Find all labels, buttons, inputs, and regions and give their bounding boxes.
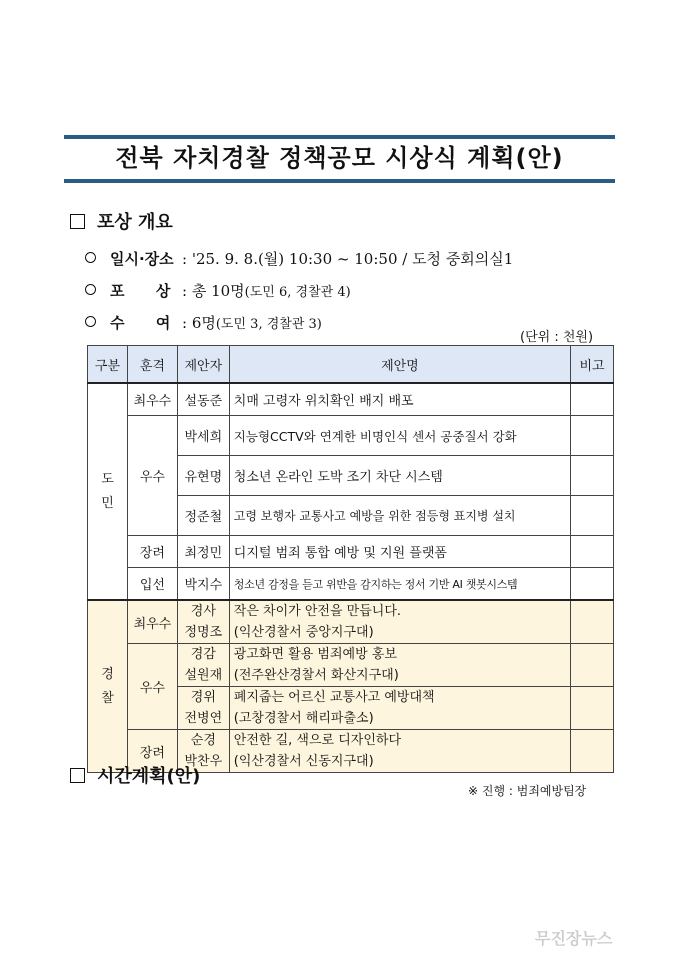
proposal-cell — [229, 730, 570, 773]
bullet-extra: (도민 6, 경찰관 4) — [244, 285, 351, 300]
proposer-cell: 박지수 — [177, 568, 229, 601]
grade-cell: 장려 — [127, 730, 177, 773]
circle-bullet-icon — [85, 284, 96, 295]
proposal-cell: 고령 보행자 교통사고 예방을 위한 점등형 표지병 설치 — [229, 496, 570, 536]
square-bullet-icon — [70, 214, 85, 229]
watermark-logo: 무진장뉴스 — [535, 929, 613, 948]
square-bullet-icon — [70, 768, 85, 783]
bullet-value: : 총 10명 — [182, 282, 245, 300]
proposer-cell — [177, 644, 229, 687]
section-schedule — [70, 762, 200, 788]
grade-cell: 입선 — [127, 568, 177, 601]
remarks-cell — [571, 416, 614, 456]
page-title: 전북 자치경찰 정책공모 시상식 계획(안) — [115, 144, 564, 172]
proposal-title: 안전한 길, 색으로 디자인하다 — [233, 733, 402, 748]
grade-cell: 우수 — [127, 644, 177, 730]
bullet-label: 포 상 — [110, 282, 171, 300]
name-text: 설원재 — [184, 668, 223, 683]
bullet-value: : '25. 9. 8.(월) 10:30 ~ 10:50 / 도청 중회의실1 — [182, 250, 514, 268]
proposer-cell: 유현명 — [177, 456, 229, 496]
table-header-row — [88, 346, 614, 384]
proposal-cell — [229, 644, 570, 687]
table-row — [88, 600, 614, 644]
proposal-cell — [229, 687, 570, 730]
grade-cell: 최우수 — [127, 383, 177, 416]
table-row — [88, 644, 614, 687]
rank-text: 순경 — [190, 733, 216, 748]
group-citizen: 도 민 — [88, 383, 128, 600]
header-remarks: 비고 — [571, 346, 614, 384]
remarks-cell — [571, 568, 614, 601]
award-table — [87, 345, 614, 773]
remarks-cell — [571, 730, 614, 773]
remarks-cell — [571, 496, 614, 536]
proposal-cell: 디지털 범죄 통합 예방 및 지원 플랫폼 — [229, 536, 570, 568]
rank-text: 경위 — [190, 690, 216, 705]
bullet-award — [85, 280, 351, 301]
bullet-presentation — [85, 312, 322, 333]
remarks-cell — [571, 687, 614, 730]
proposal-office: (익산경찰서 신동지구대) — [233, 754, 374, 769]
name-text: 전병연 — [184, 711, 223, 726]
title-block — [64, 135, 615, 183]
section-heading: 시간계획(안) — [97, 766, 201, 787]
grade-cell: 우수 — [127, 416, 177, 536]
proposer-cell: 박세희 — [177, 416, 229, 456]
proposer-cell: 정준철 — [177, 496, 229, 536]
circle-bullet-icon — [85, 252, 96, 263]
progress-note: ※ 진행 : 범죄예방팀장 — [468, 784, 587, 798]
section-award-overview — [70, 208, 173, 234]
proposal-cell: 청소년 온라인 도박 조기 차단 시스템 — [229, 456, 570, 496]
bullet-datetime — [85, 248, 513, 269]
proposal-office: (전주완산경찰서 화산지구대) — [233, 668, 399, 683]
bullet-label: 수 여 — [110, 314, 171, 332]
header-grade: 훈격 — [127, 346, 177, 384]
rank-text: 경감 — [190, 647, 216, 662]
section-heading: 포상 개요 — [97, 212, 173, 233]
remarks-cell — [571, 536, 614, 568]
proposal-title: 작은 차이가 안전을 만듭니다. — [233, 604, 402, 619]
proposal-cell — [229, 600, 570, 644]
grade-cell: 장려 — [127, 536, 177, 568]
group-police: 경 찰 — [88, 600, 128, 773]
header-proposal: 제안명 — [229, 346, 570, 384]
proposal-cell: 지능형CCTV와 연계한 비명인식 센서 공중질서 강화 — [229, 416, 570, 456]
bullet-value: : 6명 — [182, 314, 216, 332]
remarks-cell — [571, 600, 614, 644]
remarks-cell — [571, 644, 614, 687]
remarks-cell — [571, 456, 614, 496]
proposal-office: (익산경찰서 중앙지구대) — [233, 625, 374, 640]
circle-bullet-icon — [85, 316, 96, 327]
name-text: 박찬우 — [184, 754, 223, 769]
name-text: 정명조 — [184, 625, 223, 640]
table-row — [88, 568, 614, 601]
header-category: 구분 — [88, 346, 128, 384]
proposal-cell: 청소년 감정을 듣고 위반을 감지하는 정서 기반 AI 챗봇시스템 — [229, 568, 570, 601]
rank-text: 경사 — [190, 604, 216, 619]
remarks-cell — [571, 383, 614, 416]
title-bottom-rule — [64, 179, 615, 183]
bullet-extra: (도민 3, 경찰관 3) — [215, 317, 322, 332]
proposal-cell: 치매 고령자 위치확인 배지 배포 — [229, 383, 570, 416]
grade-cell: 최우수 — [127, 600, 177, 644]
proposal-title: 광고화면 활용 범죄예방 홍보 — [233, 647, 397, 662]
proposer-cell — [177, 600, 229, 644]
proposal-office: (고창경찰서 해리파출소) — [233, 711, 374, 726]
proposer-cell: 최정민 — [177, 536, 229, 568]
proposer-cell — [177, 687, 229, 730]
table-row — [88, 416, 614, 456]
header-proposer: 제안자 — [177, 346, 229, 384]
unit-label: (단위 : 천원) — [520, 330, 594, 345]
bullet-label: 일시·장소 — [110, 250, 174, 268]
proposer-cell: 설동준 — [177, 383, 229, 416]
table-row — [88, 383, 614, 416]
table-row — [88, 536, 614, 568]
proposal-title: 폐지줍는 어르신 교통사고 예방대책 — [233, 690, 435, 705]
